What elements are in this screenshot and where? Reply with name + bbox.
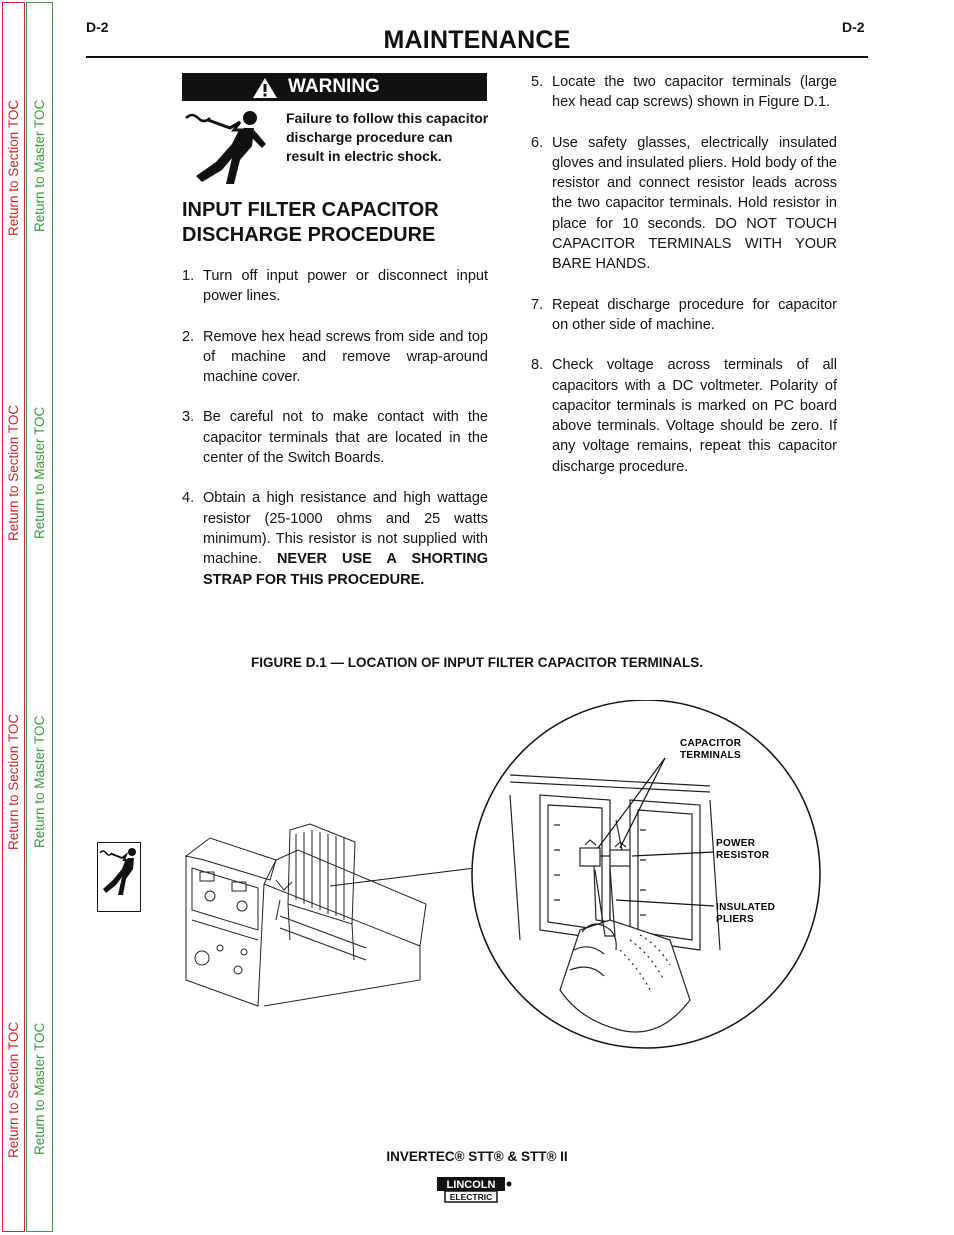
step-text: Obtain a high resistance and high wattage resistor (25-1000 ohms and 25 watts minimum). This resistor is not supplied with machine. — [203, 490, 488, 568]
step-item — [182, 327, 488, 388]
warning-label: WARNING — [288, 76, 380, 97]
step-number: 1. — [182, 268, 195, 284]
header-rule — [86, 56, 868, 58]
power-resistor-label-line-2: RESISTOR — [716, 850, 770, 861]
return-section-toc-link-1[interactable]: Return to Section TOC — [6, 99, 21, 236]
insulated-pliers-label-line-1: INSULATED — [716, 902, 776, 913]
footer-product-name: INVERTEC® STT® & STT® II — [386, 1149, 568, 1164]
machine-drawing — [180, 820, 480, 1010]
return-master-toc-link-2[interactable]: Return to Master TOC — [32, 406, 47, 539]
page-number-left: D-2 — [86, 19, 109, 35]
insulated-pliers-label-line-2: PLIERS — [716, 914, 754, 925]
detail-circle-drawing — [470, 700, 890, 1050]
step-item — [531, 355, 837, 477]
capacitor-label-line-2: TERMINALS — [680, 750, 742, 761]
step-warning-text: NEVER USE A SHORTING STRAP FOR THIS PROCEDURE. — [203, 551, 488, 588]
step-item — [182, 407, 488, 468]
step-item — [182, 266, 488, 307]
step-number: 5. — [531, 74, 544, 90]
page-number-right: D-2 — [842, 19, 865, 35]
step-number: 2. — [182, 328, 195, 345]
return-master-toc-link-4[interactable]: Return to Master TOC — [32, 1022, 47, 1155]
power-resistor-label-line-1: POWER — [716, 838, 756, 849]
logo-text-bottom: ELECTRIC — [449, 1192, 493, 1202]
return-section-toc-link-2[interactable]: Return to Section TOC — [6, 404, 21, 541]
step-text: Use safety glasses, electrically insulated gloves and insulated pliers. Hold body of the resistor and connect resistor leads across the two capacitor terminals. Hold resistor in place for 10 seconds. DO NOT TOUCH CAPACITOR TERMINALS WITH YOUR BARE HANDS. — [552, 134, 837, 273]
step-number: 8. — [531, 357, 544, 374]
electric-shock-small-icon — [97, 842, 141, 912]
step-text: Repeat discharge procedure for capacitor on other side of machine. — [552, 296, 837, 333]
step-text: Locate the two capacitor terminals (large hex head cap screws) shown in Figure D.1. — [552, 74, 837, 111]
warning-banner — [182, 73, 487, 101]
electric-shock-icon — [182, 108, 278, 188]
step-number: 7. — [531, 296, 544, 313]
warning-text: Failure to follow this capacitor discharge procedure can result in electric shock. — [286, 110, 489, 164]
procedure-heading — [182, 198, 502, 248]
return-master-toc-link-3[interactable]: Return to Master TOC — [32, 715, 47, 848]
step-item — [531, 133, 837, 275]
detail-leader-line — [330, 860, 480, 890]
warning-triangle-icon — [252, 77, 278, 99]
steps-column-right — [531, 72, 837, 497]
step-number: 4. — [182, 490, 195, 507]
return-section-toc-link-3[interactable]: Return to Section TOC — [6, 713, 21, 850]
step-text: Be careful not to make contact with the capacitor terminals that are located in the center of the Switch Boards. — [203, 409, 488, 467]
return-section-toc-link-4[interactable]: Return to Section TOC — [6, 1021, 21, 1158]
step-number: 3. — [182, 409, 195, 426]
capacitor-label-line-1: CAPACITOR — [680, 738, 742, 749]
figure-caption: FIGURE D.1 — LOCATION OF INPUT FILTER CAPACITOR TERMINALS. — [251, 655, 703, 670]
step-text: Turn off input power or disconnect input power lines. — [203, 268, 488, 305]
steps-column-left — [182, 266, 488, 610]
step-item — [531, 295, 837, 336]
step-text: Check voltage across terminals of all capacitors with a DC voltmeter. Polarity of capacitor terminals is marked on PC board above terminals. Voltage should be zero. If any voltage remains, repeat this capacitor discharge procedure. — [552, 357, 837, 475]
logo-text-top: LINCOLN — [446, 1179, 496, 1191]
lincoln-electric-logo — [436, 1176, 514, 1204]
return-master-toc-link-1[interactable]: Return to Master TOC — [32, 99, 47, 232]
page-title: MAINTENANCE — [383, 26, 571, 54]
step-text: Remove hex head screws from side and top of machine and remove wrap-around machine cover. — [203, 328, 488, 386]
step-item — [531, 72, 837, 113]
step-item — [182, 488, 488, 589]
procedure-heading-line-2: DISCHARGE PROCEDURE — [182, 224, 436, 246]
procedure-heading-line-1: INPUT FILTER CAPACITOR — [182, 199, 439, 221]
step-number: 6. — [531, 134, 544, 151]
